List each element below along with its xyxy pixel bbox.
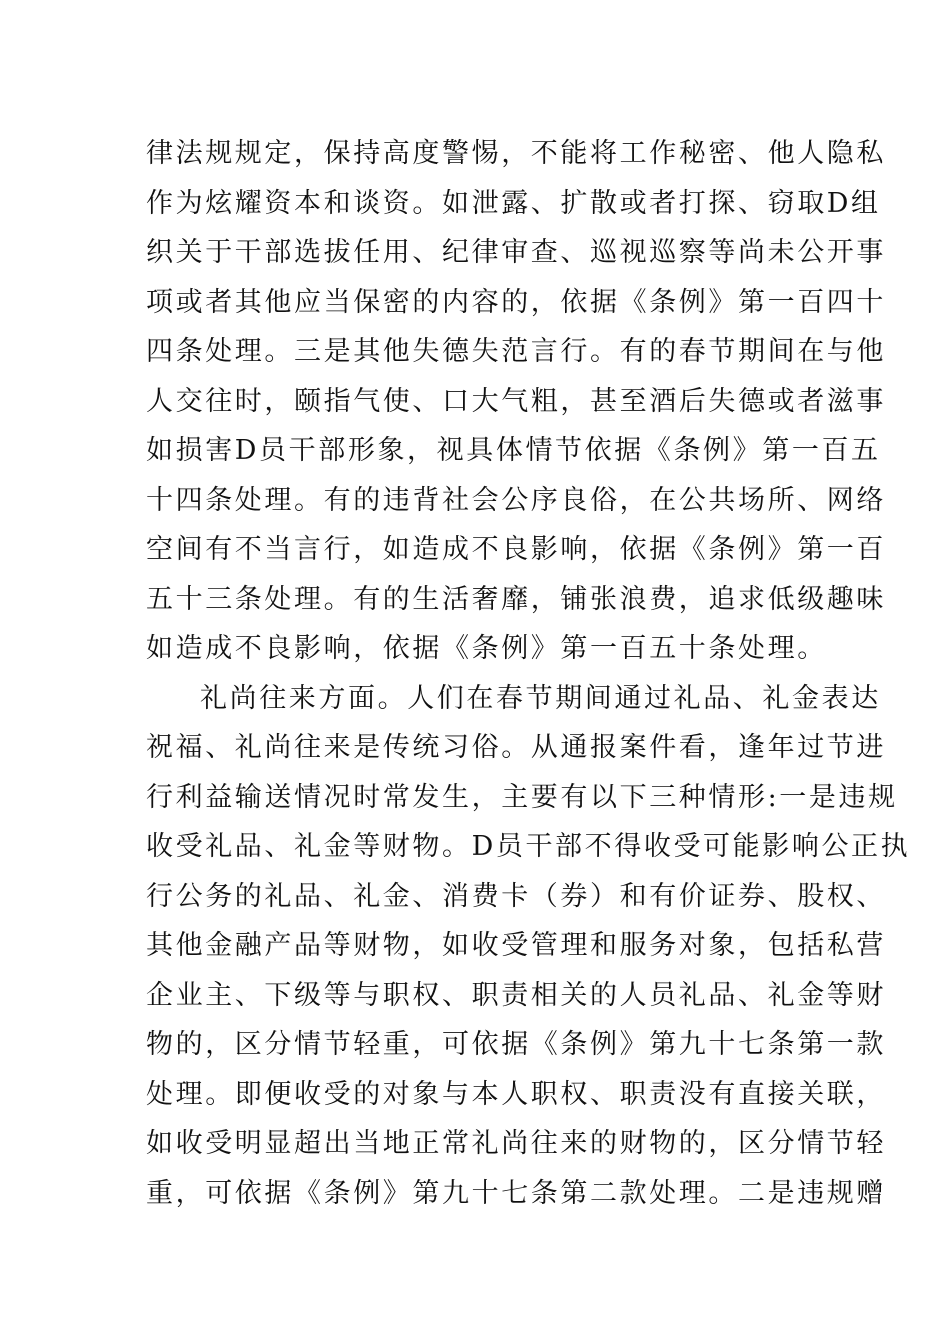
paragraph-first-line: 礼尚往来方面。人们在春节期间通过礼品、礼金表达 — [200, 682, 881, 714]
text-line: 处理。即便收受的对象与本人职权、职责没有直接关联， — [146, 1078, 886, 1110]
text-line: 收受礼品、礼金等财物。D员干部不得收受可能影响公正执 — [146, 831, 911, 862]
text-line: 重，可依据《条例》第九十七条第二款处理。二是违规赠 — [146, 1177, 886, 1209]
text-line: 企业主、下级等与职权、职责相关的人员礼品、礼金等财 — [146, 979, 886, 1011]
text-line: 四条处理。三是其他失德失范言行。有的春节期间在与他 — [146, 336, 886, 367]
text-line: 律法规规定，保持高度警惕，不能将工作秘密、他人隐私 — [146, 138, 886, 169]
text-line: 其他金融产品等财物，如收受管理和服务对象，包括私营 — [146, 930, 886, 961]
text-line: 空间有不当言行，如造成不良影响，依据《条例》第一百 — [146, 534, 886, 565]
text-line: 项或者其他应当保密的内容的，依据《条例》第一百四十 — [146, 286, 886, 318]
text-line: 五十三条处理。有的生活奢靡，铺张浪费，追求低级趣味 — [146, 583, 886, 615]
text-line: 如造成不良影响，依据《条例》第一百五十条处理。 — [146, 633, 827, 664]
text-line: 织关于干部选拔任用、纪律审查、巡视巡察等尚未公开事 — [146, 237, 886, 268]
text-line: 十四条处理。有的违背社会公序良俗，在公共场所、网络 — [146, 484, 886, 516]
text-line: 人交往时，颐指气使、口大气粗，甚至酒后失德或者滋事 — [146, 385, 886, 417]
text-line: 行利益输送情况时常发生，主要有以下三种情形:一是违规 — [146, 781, 898, 813]
body-text — [146, 129, 911, 1218]
text-line: 行公务的礼品、礼金、消费卡（券）和有价证券、股权、 — [146, 880, 886, 912]
text-line: 祝福、礼尚往来是传统习俗。从通报案件看，逢年过节进 — [146, 732, 886, 763]
text-line: 作为炫耀资本和谈资。如泄露、扩散或者打探、窃取D组 — [146, 187, 881, 219]
text-line: 物的，区分情节轻重，可依据《条例》第九十七条第一款 — [146, 1029, 886, 1060]
text-line: 如损害D员干部形象，视具体情节依据《条例》第一百五 — [146, 435, 881, 466]
text-line: 如收受明显超出当地正常礼尚往来的财物的，区分情节轻 — [146, 1128, 886, 1159]
